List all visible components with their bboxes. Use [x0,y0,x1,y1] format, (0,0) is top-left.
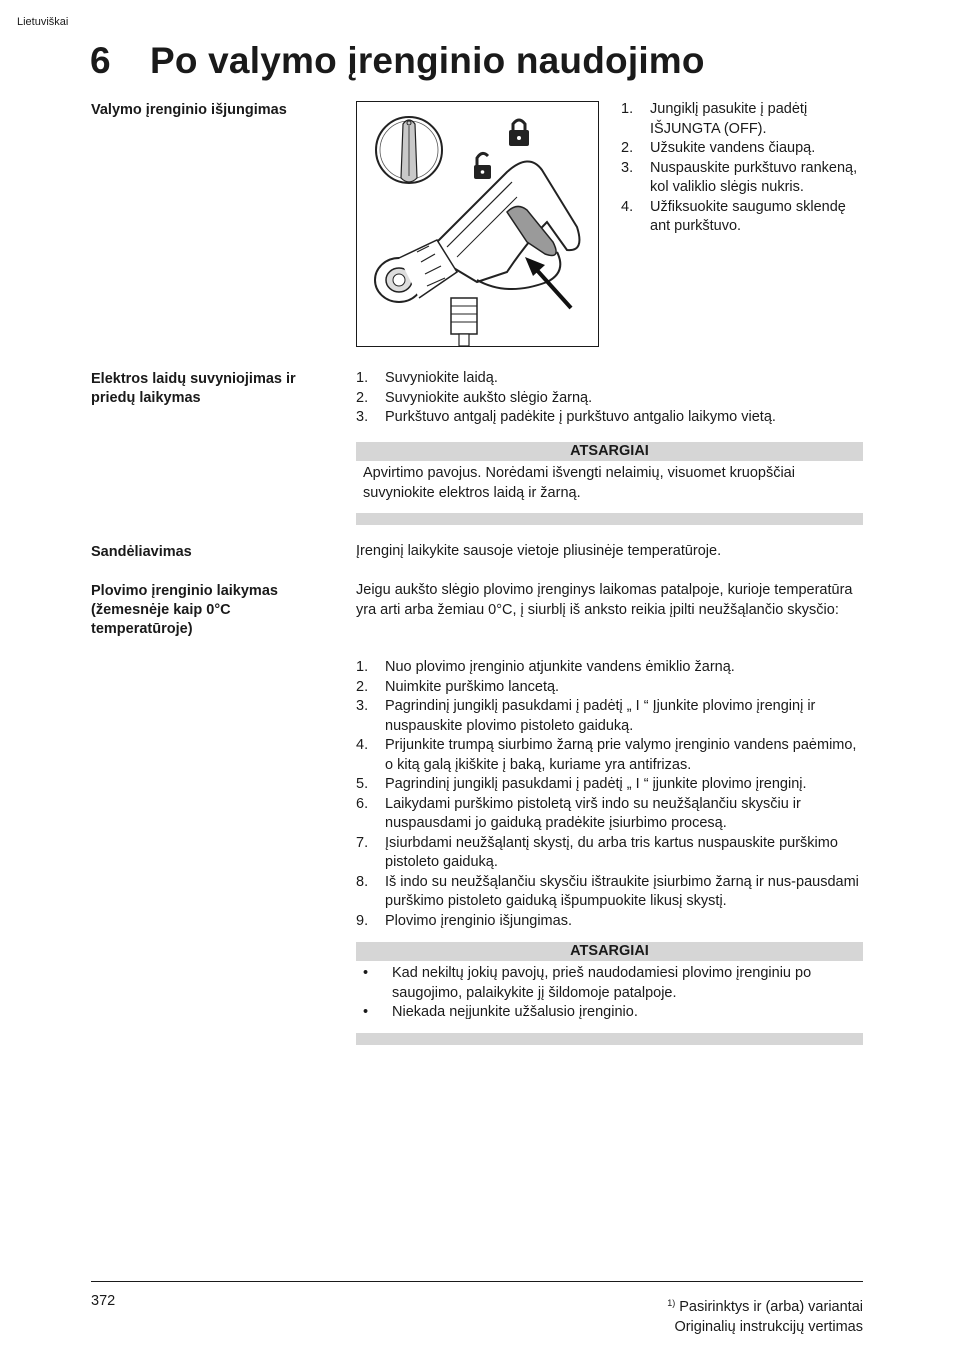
translation-note: Originalių instrukcijų vertimas [674,1319,863,1335]
chapter-number: 6 [90,40,111,81]
caution-box-frost [356,942,863,1045]
footer-divider [91,1281,863,1282]
list-item: 4. Prijunkite trumpą siurbimo žarną prie valymo įrenginio vandens paėmimo, o kitą galą įkiškite į baką, kuriame yra antifrizas. [356,737,857,773]
caution-text: Apvirtimo pavojus. Norėdami išvengti nelaimių, visuomet kruopščiai suvyniokite elektros laidą ir žarną. [363,465,795,501]
caution-footer-bar [356,513,863,525]
page-number: 372 [91,1293,116,1309]
list-item: 2. Užsukite vandens čiaupą. [621,140,816,156]
spray-gun-illustration [356,101,599,347]
section-heading-frost: Plovimo įrenginio laikymas (žemesnėje kaip 0°C temperatūroje) [91,583,278,637]
section-heading-storage: Sandėliavimas [91,544,192,560]
caution-list [356,961,863,1033]
list-item: 2. Suvyniokite aukšto slėgio žarną. [356,389,593,406]
storage-text: Įrenginį laikykite sausoje vietoje pliusinėje temperatūroje. [356,543,722,559]
frost-steps [356,658,864,931]
switch-off-steps [621,100,861,237]
list-item: 5. Pagrindinį jungiklį pasukdami į padėtį „ I “ įjunkite plovimo įrenginį. [356,776,807,792]
list-item: • Kad nekiltų jokių pavojų, prieš naudodamiesi plovimo įrenginiu po saugojimo, palaikykite jį šildomoje patalpoje. [363,965,812,1001]
list-item: 1. Suvyniokite laidą. [356,370,498,386]
cable-steps [356,369,864,428]
caution-box-cable [356,442,863,525]
footnote-mark: 1) [667,1298,676,1308]
list-item: 2. Nuimkite purškimo lancetą. [356,678,560,695]
spray-gun-drawing [357,102,598,346]
language-label: Lietuviškai [17,16,69,28]
list-item: 9. Plovimo įrenginio išjungimas. [356,912,572,929]
caution-title: ATSARGIAI [356,442,863,461]
list-item: 3. Purkštuvo antgalį padėkite į purkštuvo antgalio laikymo vietą. [356,409,776,425]
chapter-title [90,40,705,82]
list-item: 3. Pagrindinį jungiklį pasukdami į padėtį „ I “ Įjunkite plovimo įrenginį ir nuspauskite plovimo pistoleto gaiduką. [356,698,816,734]
section-heading-switch-off: Valymo įrenginio išjungimas [91,102,287,118]
chapter-title-text: Po valymo įrenginio naudojimo [150,40,705,81]
list-item: 4. Užfiksuokite saugumo sklendę ant purkštuvo. [621,198,846,234]
section-heading-cable: Elektros laidų suvyniojimas ir priedų laikymas [91,371,296,406]
frost-intro: Jeigu aukšto slėgio plovimo įrenginys laikomas patalpoje, kurioje temperatūra yra arti arba žemiau 0°C, į siurblį iš anksto reikia įpilti neužšąlančio skysčio: [356,582,853,618]
caution-footer-bar [356,1033,863,1045]
list-item: 6. Laikydami purškimo pistoletą virš indo su neužšąlančiu skysčiu ir nuspausdami jo gaiduką pradėkite įsiurbimo procesą. [356,795,801,831]
caution-title: ATSARGIAI [356,942,863,961]
list-item: 1. Nuo plovimo įrenginio atjunkite vandens ėmiklio žarną. [356,659,735,675]
footer-notes [667,1293,863,1337]
list-item: 7. Įsiurbdami neužšąlantį skystį, du arba tris kartus nuspauskite purškimo pistoleto gaiduką. [356,834,838,870]
footnote-text: Pasirinktys ir (arba) variantai [679,1299,863,1315]
list-item: 1. Jungiklį pasukite į padėtį IŠJUNGTA (OFF). [621,101,808,137]
list-item: 8. Iš indo su neužšąlančiu skysčiu ištraukite įsiurbimo žarną ir nus-pausdami purškimo pistoleto gaiduką išpumpuokite likusį skystį. [356,873,859,909]
list-item: 3. Nuspauskite purkštuvo rankeną, kol valiklio slėgis nukris. [621,159,858,195]
list-item: • Niekada neįjunkite užšalusio įrenginio. [363,1004,638,1020]
